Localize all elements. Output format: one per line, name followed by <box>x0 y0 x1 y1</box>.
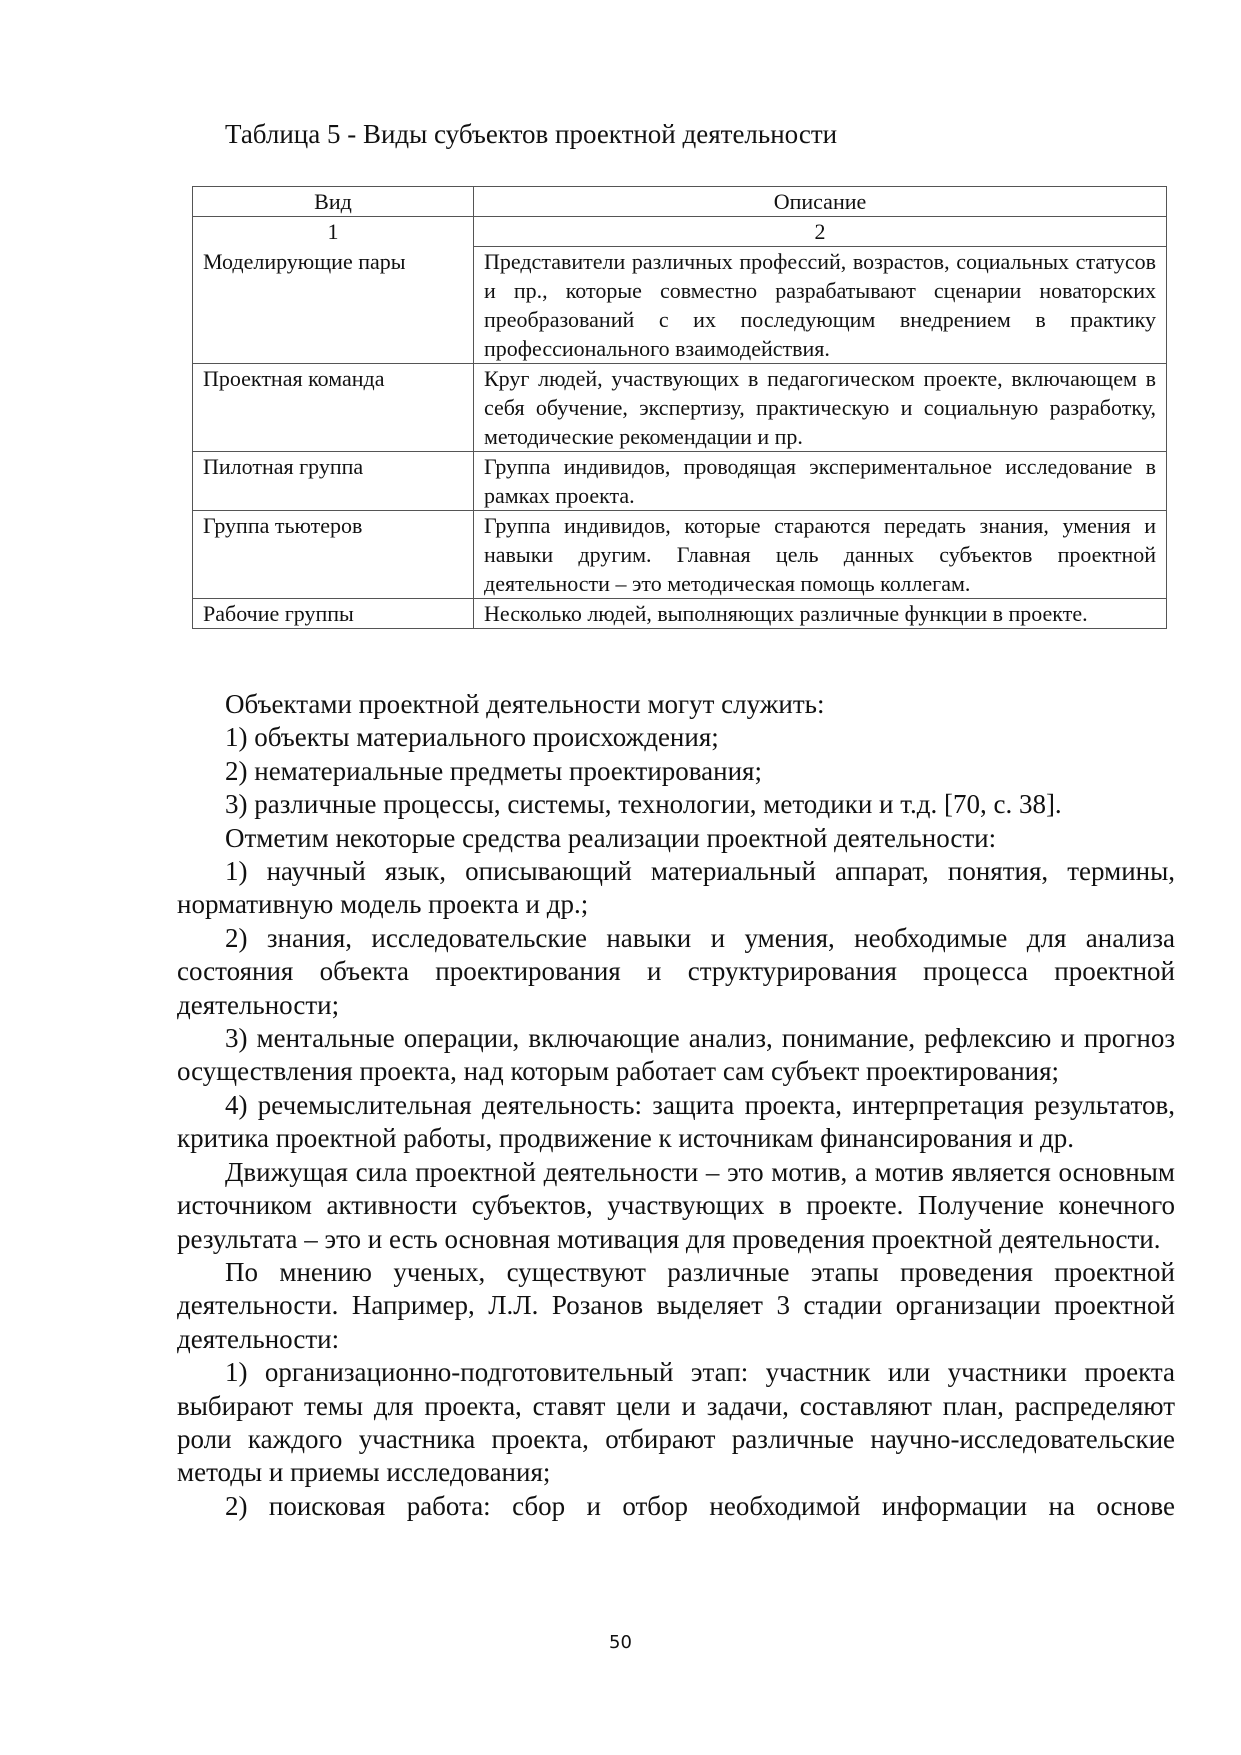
row-description: Представители различных профессий, возрастов, социальных статусов и пр., которые совместно разрабатывают сценарии новаторских преобразований с их последующим внедрением в практику профессионального взаимодействия. <box>474 247 1167 364</box>
body-text <box>177 688 1175 1523</box>
column-number-1: 1 <box>193 217 474 247</box>
row-type: Моделирующие пары <box>193 247 474 364</box>
list-item: 2) поисковая работа: сбор и отбор необходимой информации на основе <box>225 1490 1175 1521</box>
list-item: 1) научный язык, описывающий материальный аппарат, понятия, термины, нормативную модель проекта и др.; <box>177 856 1175 920</box>
table-caption: Таблица 5 - Виды субъектов проектной деятельности <box>225 119 838 149</box>
table-row <box>193 511 1167 599</box>
paragraph: Движущая сила проектной деятельности – это мотив, а мотив является основным источником активности субъектов, участвующих в проекте. Получение конечного результата – это и есть основная мотивация для проведения проектной деятельности. <box>177 1156 1175 1254</box>
table-row <box>193 599 1167 629</box>
list-item: 3) различные процессы, системы, технологии, методики и т.д. [70, с. 38]. <box>225 789 1062 820</box>
table-header-row <box>193 187 1167 217</box>
subjects-table <box>192 186 1167 629</box>
row-description: Несколько людей, выполняющих различные функции в проекте. <box>474 599 1167 629</box>
list-item: 1) объекты материального происхождения; <box>225 722 719 753</box>
list-item: 4) речемыслительная деятельность: защита проекта, интерпретация результатов, критика проектной работы, продвижение к источникам финансирования и др. <box>177 1089 1175 1154</box>
row-type: Рабочие группы <box>193 599 474 629</box>
row-type: Группа тьютеров <box>193 511 474 599</box>
list-item: 2) знания, исследовательские навыки и умения, необходимые для анализа состояния объекта проектирования и структурирования процесса проектной деятельности; <box>177 922 1175 1020</box>
paragraph: Отметим некоторые средства реализации проектной деятельности: <box>225 822 997 853</box>
row-type: Пилотная группа <box>193 452 474 511</box>
paragraph: По мнению ученых, существуют различные этапы проведения проектной деятельности. Например, Л.Л. Розанов выделяет 3 стадии организации проектной деятельности: <box>177 1256 1175 1354</box>
row-description: Круг людей, участвующих в педагогическом проекте, включающем в себя обучение, экспертизу, практическую и социальную разработку, методические рекомендации и пр. <box>474 364 1167 452</box>
page-number: 50 <box>609 1632 632 1653</box>
list-item: 3) ментальные операции, включающие анализ, понимание, рефлексию и прогноз осуществления проекта, над которым работает сам субъект проектирования; <box>177 1023 1175 1087</box>
header-type: Вид <box>193 187 474 217</box>
header-description: Описание <box>474 187 1167 217</box>
list-item: 1) организационно-подготовительный этап: участник или участники проекта выбирают темы для проекта, ставят цели и задачи, составляют план, распределяют роли каждого участника проекта, отбирают различные научно-исследовательские методы и приемы исследования; <box>177 1357 1175 1488</box>
column-number-2: 2 <box>474 217 1167 247</box>
table-row <box>193 247 1167 364</box>
table-row <box>193 452 1167 511</box>
table-row <box>193 364 1167 452</box>
paragraph: Объектами проектной деятельности могут служить: <box>225 689 825 719</box>
list-item: 2) нематериальные предметы проектирования; <box>225 755 762 786</box>
row-description: Группа индивидов, проводящая экспериментальное исследование в рамках проекта. <box>474 452 1167 511</box>
row-type: Проектная команда <box>193 364 474 452</box>
table-numbering-row <box>193 217 1167 247</box>
row-description: Группа индивидов, которые стараются передать знания, умения и навыки другим. Главная цель данных субъектов проектной деятельности – это методическая помощь коллегам. <box>474 511 1167 599</box>
